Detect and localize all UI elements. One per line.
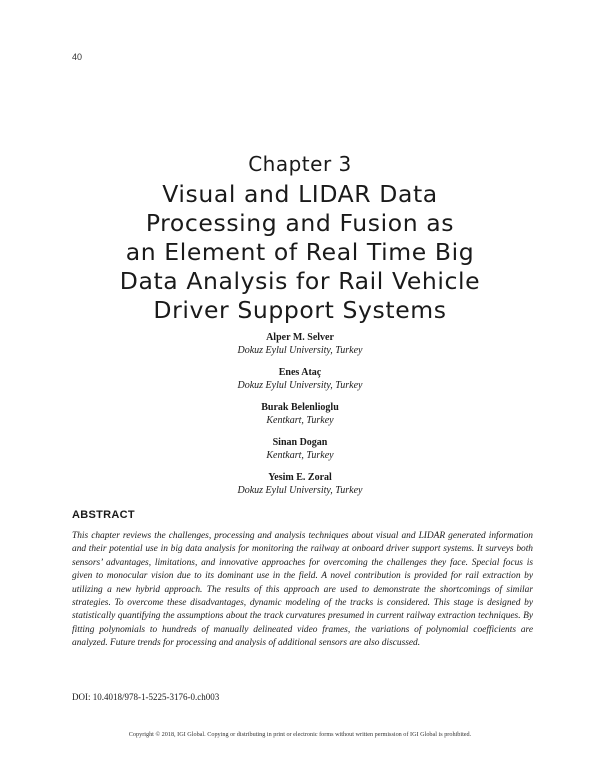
- author-affiliation: Dokuz Eylul University, Turkey: [237, 345, 363, 356]
- title-line: an Element of Real Time Big: [125, 238, 475, 266]
- author-name: Yesim E. Zoral: [268, 472, 332, 483]
- abstract-text: This chapter reviews the challenges, processing and analysis techniques about visual and LIDAR generated information and their potential use in big data analysis for monitoring the railway at onboard driver support systems. It surveys both sensors’ advantages, limitations, and innovative approaches for overcoming the challenges they face. Special focus is given to monocular vision due to its dominant use in the field. A novel contribution is provided for rail extraction by utilizing a new hybrid approach. The results of this approach are used to demonstrate the shortcomings of similar strategies. To overcome these disadvantages, dynamic modeling of the tracks is considered. This stage is designed by statistically quantifying the assumptions about the track curvatures presumed in current railway extraction techniques. By fitting polynomials to hundreds of manually delineated video frames, the variations of polynomial coefficients are analyzed. Future trends for processing and analysis of additional sensors are also discussed.: [72, 531, 533, 649]
- abstract-heading: ABSTRACT: [72, 509, 135, 521]
- chapter-title: [50, 180, 550, 325]
- author-affiliation: Kentkart, Turkey: [266, 450, 334, 461]
- author-block: [0, 471, 600, 506]
- author-name: Burak Belenlioglu: [261, 402, 339, 413]
- author-block: [0, 366, 600, 401]
- author-block: [0, 331, 600, 366]
- author-list: [0, 331, 600, 506]
- author-affiliation: Kentkart, Turkey: [266, 415, 334, 426]
- author-affiliation: Dokuz Eylul University, Turkey: [237, 485, 363, 496]
- author-name: Sinan Dogan: [272, 437, 328, 448]
- page-number: 40: [72, 52, 83, 62]
- author-name: Enes Ataç: [278, 367, 322, 378]
- author-block: [0, 436, 600, 471]
- author-block: [0, 401, 600, 436]
- title-line: Driver Support Systems: [153, 296, 447, 324]
- title-line: Visual and LIDAR Data: [162, 180, 438, 208]
- doi: DOI: 10.4018/978-1-5225-3176-0.ch003: [72, 692, 220, 702]
- title-line: Processing and Fusion as: [145, 209, 455, 237]
- title-line: Data Analysis for Rail Vehicle: [119, 267, 481, 295]
- copyright-notice: Copyright © 2018, IGI Global. Copying or distributing in print or electronic forms without written permission of IGI Global is prohibited.: [128, 731, 472, 738]
- author-affiliation: Dokuz Eylul University, Turkey: [237, 380, 363, 391]
- author-name: Alper M. Selver: [266, 332, 334, 343]
- chapter-label: Chapter 3: [248, 152, 352, 176]
